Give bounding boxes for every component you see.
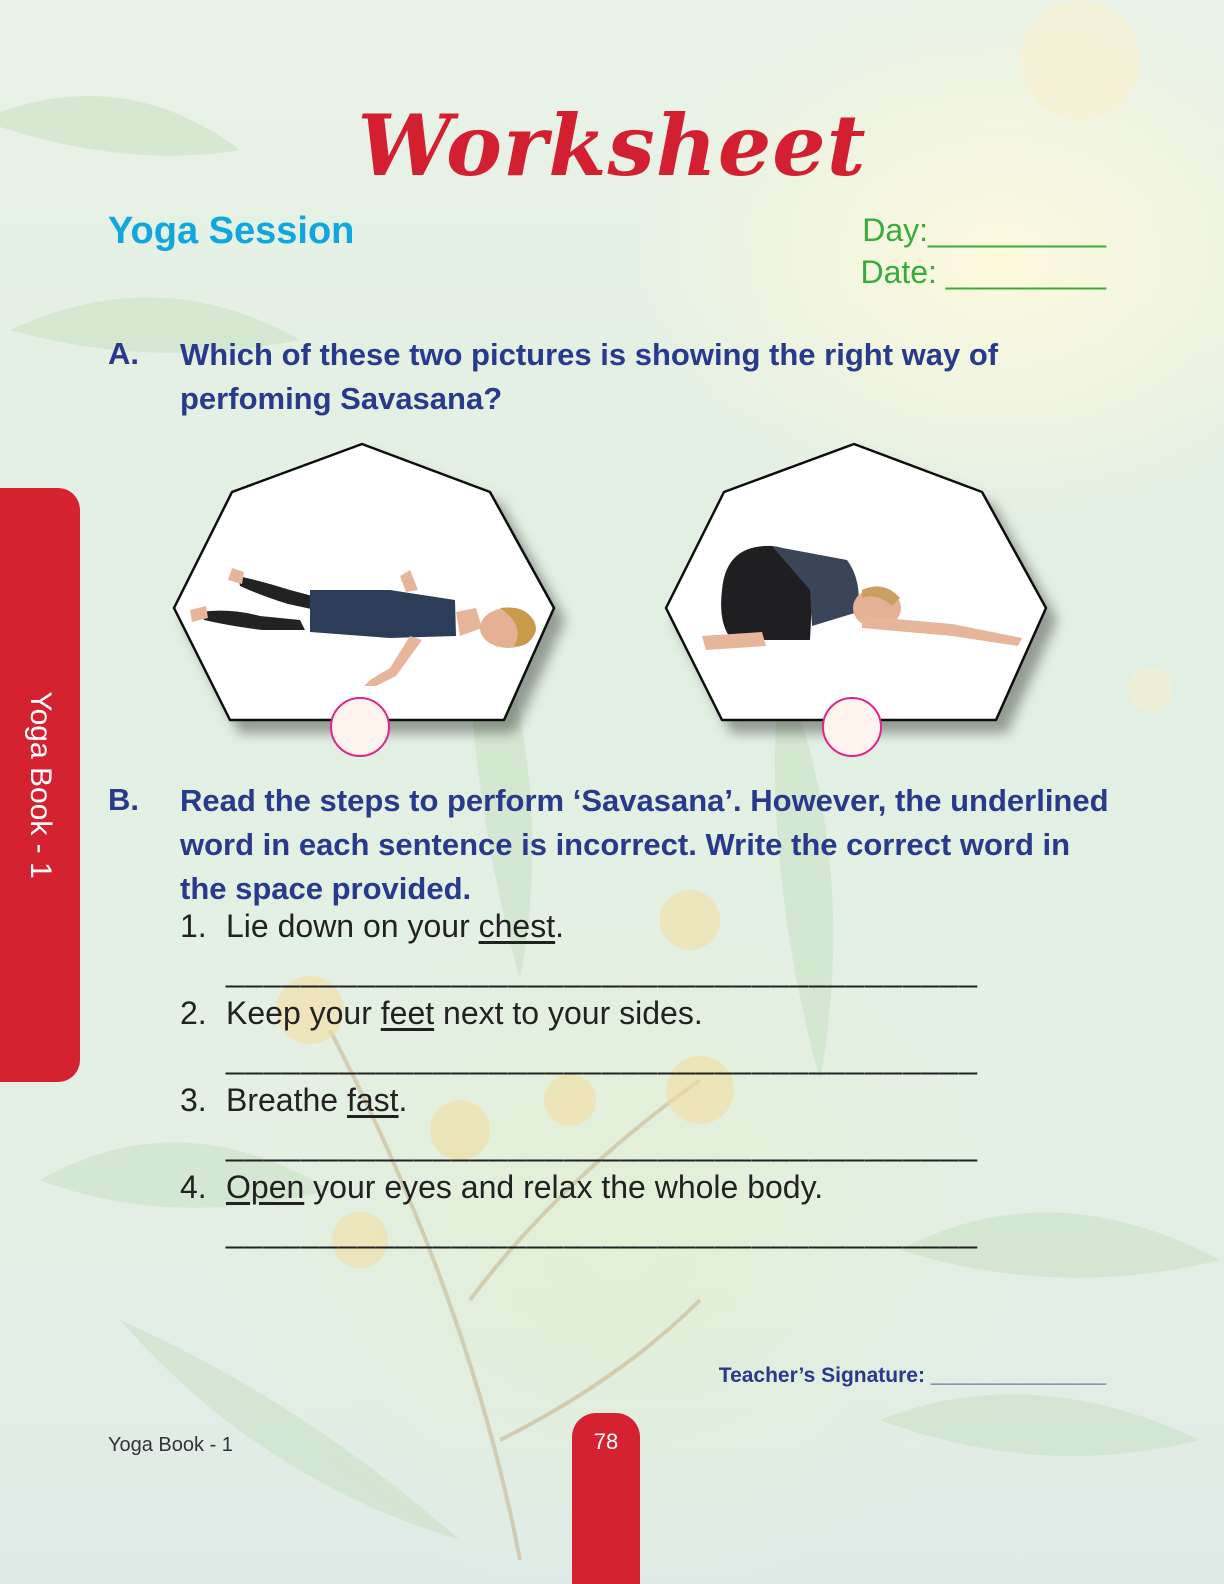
side-tab	[0, 488, 80, 1082]
question-b-letter: B.	[108, 782, 139, 817]
step-number: 4.	[180, 1169, 207, 1205]
step-text: Lie down on your chest.	[226, 908, 564, 944]
step-item	[180, 995, 1110, 1082]
date-field[interactable]: Date: _________	[860, 254, 1106, 290]
step-item	[180, 1082, 1110, 1169]
answer-circle-1[interactable]	[330, 697, 390, 757]
side-tab-label: Yoga Book - 1	[24, 691, 57, 879]
session-title: Yoga Session	[108, 210, 355, 252]
worksheet-title: Worksheet	[357, 96, 867, 195]
underlined-word: Open	[226, 1169, 305, 1205]
underlined-word: chest	[478, 908, 556, 944]
step-number: 3.	[180, 1082, 207, 1118]
underlined-word: feet	[380, 995, 435, 1031]
step-item	[180, 908, 1110, 995]
page-number: 78	[593, 1429, 619, 1454]
footer-book-title: Yoga Book - 1	[108, 1434, 233, 1456]
question-a-text: Which of these two pictures is showing the right way of perfoming Savasana?	[180, 337, 999, 416]
answer-line[interactable]: ________________________________________	[226, 952, 978, 988]
day-field[interactable]: Day:__________	[862, 212, 1106, 248]
step-text: Keep your feet next to your sides.	[226, 995, 703, 1031]
question-b-text: Read the steps to perform ‘Savasana’. However, the underlined word in each sentence is incorrect. Write the correct word in the space provided.	[180, 783, 1109, 906]
step-text: Open your eyes and relax the whole body.	[226, 1169, 824, 1205]
steps-list	[180, 908, 1110, 1256]
step-number: 2.	[180, 995, 207, 1031]
answer-line[interactable]: ________________________________________	[226, 1126, 978, 1162]
step-item	[180, 1169, 1110, 1256]
answer-circle-2[interactable]	[822, 697, 882, 757]
answer-line[interactable]: ________________________________________	[226, 1213, 978, 1249]
step-text: Breathe fast.	[226, 1082, 408, 1118]
answer-line[interactable]: ________________________________________	[226, 1039, 978, 1075]
page-number-tab	[572, 1413, 640, 1584]
step-number: 1.	[180, 908, 207, 944]
question-a-letter: A.	[108, 336, 139, 371]
teacher-signature[interactable]: Teacher’s Signature: _______________	[718, 1364, 1106, 1387]
underlined-word: fast	[346, 1082, 399, 1118]
